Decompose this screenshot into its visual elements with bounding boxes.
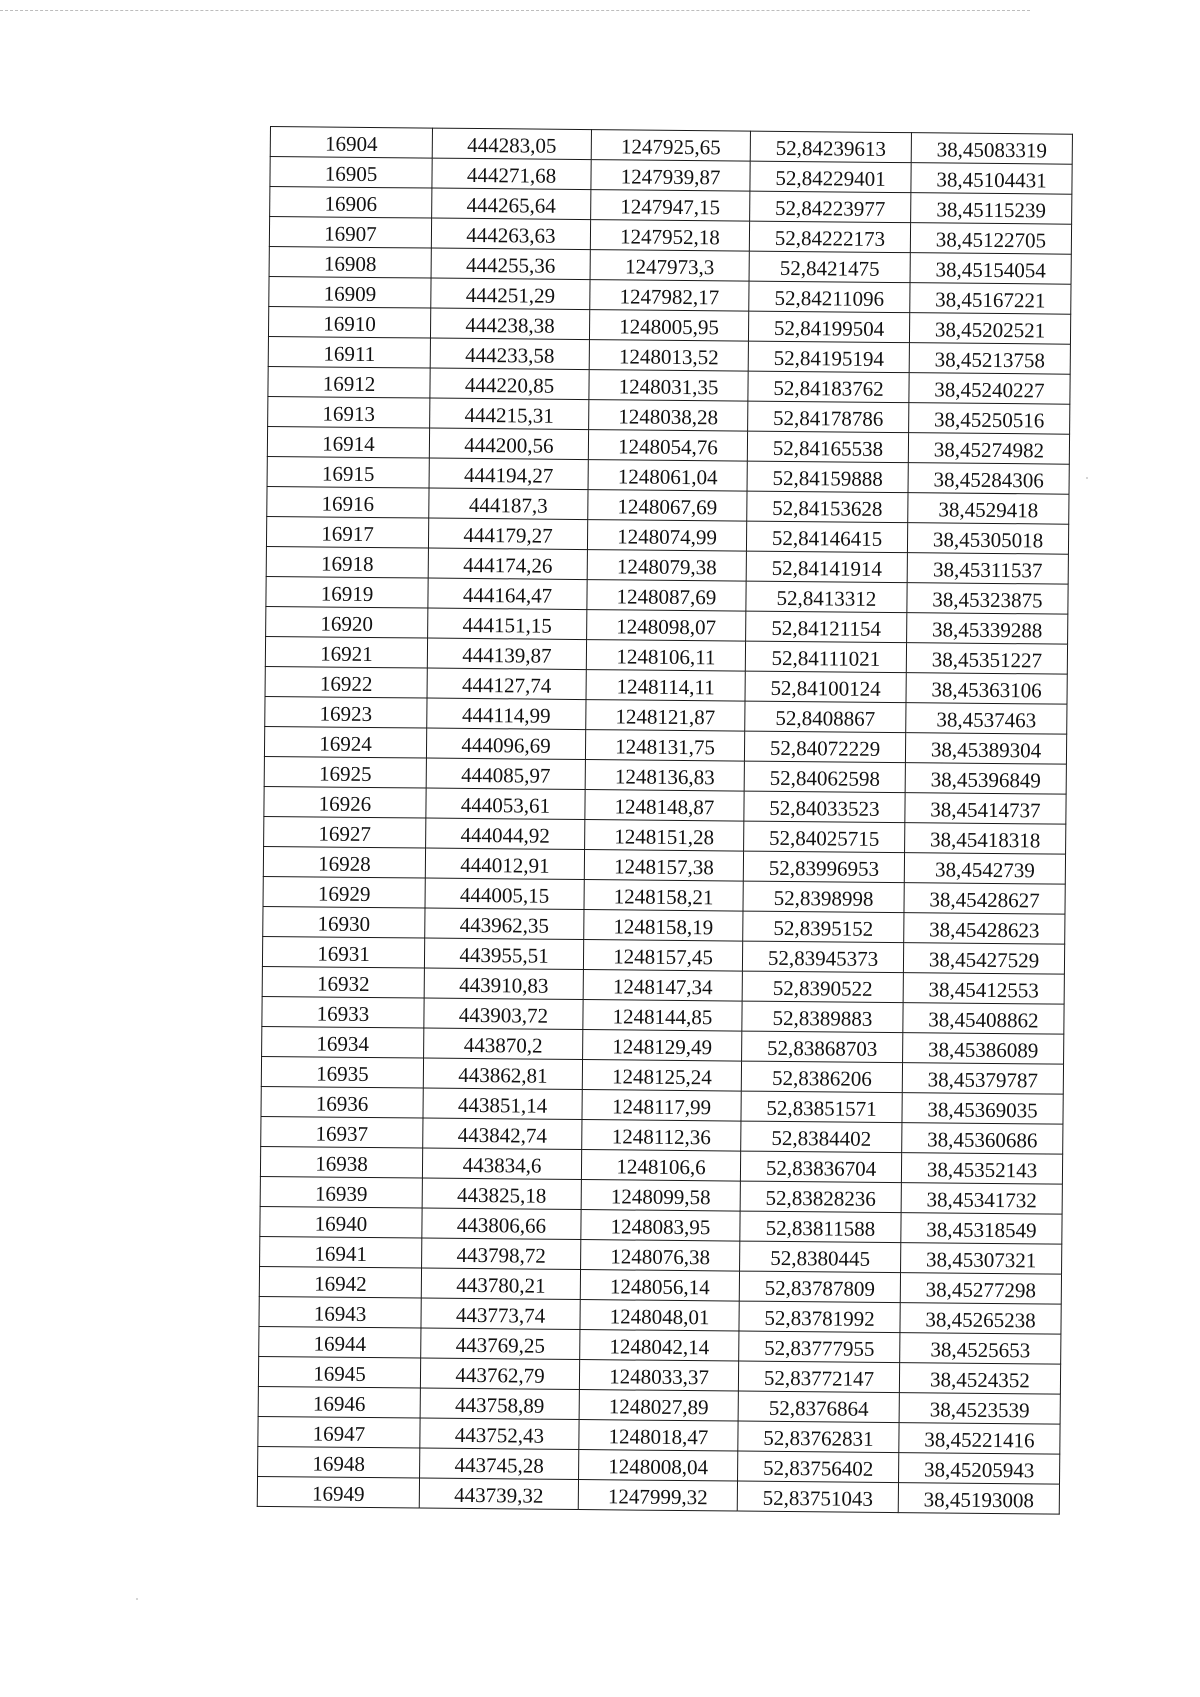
point-number-cell: 16922 [265, 666, 427, 698]
point-number-cell: 16911 [268, 336, 430, 368]
y-coordinate-cell: 1248151,28 [585, 820, 744, 852]
longitude-cell: 38,45213758 [909, 343, 1070, 375]
longitude-cell: 38,45167221 [910, 283, 1071, 315]
latitude-cell: 52,8384402 [741, 1121, 902, 1153]
scan-artifact-dot [136, 1598, 138, 1600]
latitude-cell: 52,84111021 [745, 641, 906, 673]
x-coordinate-cell: 443851,14 [423, 1088, 582, 1120]
x-coordinate-cell: 443903,72 [424, 998, 583, 1030]
y-coordinate-cell: 1248056,14 [580, 1270, 739, 1302]
y-coordinate-cell: 1248157,45 [583, 940, 742, 972]
x-coordinate-cell: 443758,89 [420, 1388, 579, 1420]
y-coordinate-cell: 1247973,3 [590, 250, 749, 282]
x-coordinate-cell: 444139,87 [427, 638, 586, 670]
x-coordinate-cell: 444215,31 [430, 398, 589, 430]
point-number-cell: 16946 [258, 1386, 420, 1418]
point-number-cell: 16948 [258, 1446, 420, 1478]
longitude-cell: 38,45221416 [899, 1423, 1060, 1455]
latitude-cell: 52,84165538 [747, 431, 908, 463]
longitude-cell: 38,45277298 [900, 1273, 1061, 1305]
scan-artifact-top-line [0, 10, 1030, 11]
longitude-cell: 38,4524352 [899, 1363, 1060, 1395]
x-coordinate-cell: 444220,85 [430, 368, 589, 400]
y-coordinate-cell: 1248013,52 [589, 340, 748, 372]
latitude-cell: 52,84222173 [749, 221, 910, 253]
latitude-cell: 52,83762831 [738, 1421, 899, 1453]
latitude-cell: 52,84146415 [746, 521, 907, 553]
point-number-cell: 16932 [262, 966, 424, 998]
longitude-cell: 38,45154054 [910, 253, 1071, 285]
longitude-cell: 38,4542739 [904, 853, 1065, 885]
x-coordinate-cell: 443762,79 [420, 1358, 579, 1390]
x-coordinate-cell: 444265,64 [432, 188, 591, 220]
x-coordinate-cell: 444164,47 [428, 578, 587, 610]
longitude-cell: 38,45274982 [908, 433, 1069, 465]
x-coordinate-cell: 444127,74 [427, 668, 586, 700]
latitude-cell: 52,83945373 [742, 941, 903, 973]
longitude-cell: 38,4523539 [899, 1393, 1060, 1425]
point-number-cell: 16943 [259, 1296, 421, 1328]
point-number-cell: 16944 [259, 1326, 421, 1358]
coordinates-table-body [257, 127, 1072, 1515]
point-number-cell: 16939 [260, 1176, 422, 1208]
y-coordinate-cell: 1248083,95 [581, 1210, 740, 1242]
x-coordinate-cell: 443870,2 [424, 1028, 583, 1060]
x-coordinate-cell: 444238,38 [430, 308, 589, 340]
x-coordinate-cell: 443752,43 [420, 1418, 579, 1450]
x-coordinate-cell: 444151,15 [428, 608, 587, 640]
y-coordinate-cell: 1248157,38 [584, 850, 743, 882]
x-coordinate-cell: 444085,97 [426, 758, 585, 790]
x-coordinate-cell: 443806,66 [422, 1208, 581, 1240]
point-number-cell: 16934 [262, 1026, 424, 1058]
latitude-cell: 52,84025715 [744, 821, 905, 853]
point-number-cell: 16936 [261, 1086, 423, 1118]
latitude-cell: 52,8380445 [740, 1241, 901, 1273]
y-coordinate-cell: 1247939,87 [591, 160, 750, 192]
point-number-cell: 16938 [260, 1146, 422, 1178]
point-number-cell: 16929 [263, 876, 425, 908]
x-coordinate-cell: 444053,61 [426, 788, 585, 820]
longitude-cell: 38,45265238 [900, 1303, 1061, 1335]
latitude-cell: 52,84159888 [747, 461, 908, 493]
longitude-cell: 38,45202521 [909, 313, 1070, 345]
point-number-cell: 16921 [265, 636, 427, 668]
point-number-cell: 16915 [267, 456, 429, 488]
latitude-cell: 52,83828236 [740, 1181, 901, 1213]
latitude-cell: 52,84121154 [746, 611, 907, 643]
x-coordinate-cell: 444174,26 [428, 548, 587, 580]
longitude-cell: 38,45389304 [905, 733, 1066, 765]
point-number-cell: 16935 [261, 1056, 423, 1088]
longitude-cell: 38,45379787 [902, 1063, 1063, 1095]
latitude-cell: 52,8413312 [746, 581, 907, 613]
latitude-cell: 52,83811588 [740, 1211, 901, 1243]
x-coordinate-cell: 443955,51 [424, 938, 583, 970]
latitude-cell: 52,8390522 [742, 971, 903, 1003]
latitude-cell: 52,84211096 [749, 281, 910, 313]
y-coordinate-cell: 1248038,28 [589, 400, 748, 432]
point-number-cell: 16914 [267, 426, 429, 458]
point-number-cell: 16923 [265, 696, 427, 728]
y-coordinate-cell: 1248079,38 [587, 550, 746, 582]
latitude-cell: 52,83777955 [739, 1331, 900, 1363]
y-coordinate-cell: 1248144,85 [583, 1000, 742, 1032]
latitude-cell: 52,8389883 [742, 1001, 903, 1033]
y-coordinate-cell: 1248147,34 [583, 970, 742, 1002]
longitude-cell: 38,45428623 [904, 913, 1065, 945]
latitude-cell: 52,84199504 [748, 311, 909, 343]
x-coordinate-cell: 444012,91 [425, 848, 584, 880]
y-coordinate-cell: 1248061,04 [588, 460, 747, 492]
longitude-cell: 38,45418318 [905, 823, 1066, 855]
longitude-cell: 38,45323875 [907, 583, 1068, 615]
y-coordinate-cell: 1248099,58 [581, 1180, 740, 1212]
point-number-cell: 16905 [270, 157, 432, 189]
point-number-cell: 16913 [268, 396, 430, 428]
latitude-cell: 52,84100124 [745, 671, 906, 703]
y-coordinate-cell: 1248129,49 [583, 1030, 742, 1062]
y-coordinate-cell: 1248005,95 [589, 310, 748, 342]
point-number-cell: 16928 [263, 846, 425, 878]
x-coordinate-cell: 444255,36 [431, 248, 590, 280]
scan-artifact-dot [1086, 477, 1088, 479]
x-coordinate-cell: 444187,3 [429, 488, 588, 520]
longitude-cell: 38,45408862 [903, 1003, 1064, 1035]
latitude-cell: 52,83781992 [739, 1301, 900, 1333]
point-number-cell: 16907 [269, 217, 431, 249]
y-coordinate-cell: 1248048,01 [580, 1300, 739, 1332]
x-coordinate-cell: 443834,6 [422, 1148, 581, 1180]
longitude-cell: 38,45414737 [905, 793, 1066, 825]
longitude-cell: 38,45193008 [898, 1483, 1059, 1515]
point-number-cell: 16909 [269, 276, 431, 308]
y-coordinate-cell: 1248136,83 [585, 760, 744, 792]
point-number-cell: 16919 [266, 576, 428, 608]
y-coordinate-cell: 1248131,75 [585, 730, 744, 762]
y-coordinate-cell: 1248106,6 [581, 1150, 740, 1182]
longitude-cell: 38,45339288 [907, 613, 1068, 645]
longitude-cell: 38,4525653 [900, 1333, 1061, 1365]
latitude-cell: 52,84141914 [746, 551, 907, 583]
y-coordinate-cell: 1248114,11 [586, 670, 745, 702]
longitude-cell: 38,45307321 [901, 1243, 1062, 1275]
latitude-cell: 52,8376864 [738, 1391, 899, 1423]
y-coordinate-cell: 1248031,35 [589, 370, 748, 402]
latitude-cell: 52,83851571 [741, 1091, 902, 1123]
y-coordinate-cell: 1248042,14 [580, 1330, 739, 1362]
point-number-cell: 16918 [266, 546, 428, 578]
x-coordinate-cell: 443773,74 [421, 1298, 580, 1330]
latitude-cell: 52,8386206 [741, 1061, 902, 1093]
latitude-cell: 52,83836704 [740, 1151, 901, 1183]
y-coordinate-cell: 1248098,07 [587, 610, 746, 642]
point-number-cell: 16904 [270, 127, 432, 159]
latitude-cell: 52,84178786 [748, 401, 909, 433]
x-coordinate-cell: 443739,32 [419, 1478, 578, 1510]
longitude-cell: 38,45284306 [908, 463, 1069, 495]
point-number-cell: 16930 [263, 906, 425, 938]
latitude-cell: 52,84223977 [750, 191, 911, 223]
point-number-cell: 16949 [257, 1476, 419, 1508]
x-coordinate-cell: 443825,18 [422, 1178, 581, 1210]
latitude-cell: 52,8421475 [749, 251, 910, 283]
x-coordinate-cell: 444096,69 [426, 728, 585, 760]
point-number-cell: 16942 [259, 1266, 421, 1298]
y-coordinate-cell: 1247999,32 [578, 1480, 737, 1512]
x-coordinate-cell: 444114,99 [427, 698, 586, 730]
y-coordinate-cell: 1247925,65 [591, 130, 750, 162]
y-coordinate-cell: 1248076,38 [581, 1240, 740, 1272]
x-coordinate-cell: 444044,92 [426, 818, 585, 850]
x-coordinate-cell: 443798,72 [422, 1238, 581, 1270]
latitude-cell: 52,83756402 [738, 1451, 899, 1483]
longitude-cell: 38,45386089 [903, 1033, 1064, 1065]
longitude-cell: 38,4537463 [906, 703, 1067, 735]
y-coordinate-cell: 1248125,24 [582, 1060, 741, 1092]
y-coordinate-cell: 1248067,69 [588, 490, 747, 522]
longitude-cell: 38,45122705 [910, 223, 1071, 255]
point-number-cell: 16906 [270, 187, 432, 219]
y-coordinate-cell: 1248018,47 [579, 1420, 738, 1452]
x-coordinate-cell: 444263,63 [431, 218, 590, 250]
y-coordinate-cell: 1248112,36 [582, 1120, 741, 1152]
latitude-cell: 52,84072229 [744, 731, 905, 763]
x-coordinate-cell: 443862,81 [423, 1058, 582, 1090]
y-coordinate-cell: 1248158,21 [584, 880, 743, 912]
point-number-cell: 16933 [262, 996, 424, 1028]
latitude-cell: 52,8395152 [743, 911, 904, 943]
longitude-cell: 38,45250516 [909, 403, 1070, 435]
x-coordinate-cell: 444179,27 [428, 518, 587, 550]
x-coordinate-cell: 443962,35 [425, 908, 584, 940]
x-coordinate-cell: 443910,83 [424, 968, 583, 1000]
longitude-cell: 38,45428627 [904, 883, 1065, 915]
point-number-cell: 16912 [268, 366, 430, 398]
point-number-cell: 16917 [266, 516, 428, 548]
latitude-cell: 52,84195194 [748, 341, 909, 373]
point-number-cell: 16920 [266, 606, 428, 638]
latitude-cell: 52,83772147 [738, 1361, 899, 1393]
y-coordinate-cell: 1248027,89 [579, 1390, 738, 1422]
y-coordinate-cell: 1247952,18 [590, 220, 749, 252]
point-number-cell: 16908 [269, 246, 431, 278]
y-coordinate-cell: 1247947,15 [591, 190, 750, 222]
latitude-cell: 52,84183762 [748, 371, 909, 403]
longitude-cell: 38,45360686 [902, 1123, 1063, 1155]
latitude-cell: 52,84229401 [750, 161, 911, 193]
longitude-cell: 38,45104431 [911, 163, 1072, 195]
point-number-cell: 16910 [268, 306, 430, 338]
x-coordinate-cell: 444283,05 [432, 128, 591, 160]
longitude-cell: 38,45352143 [901, 1153, 1062, 1185]
latitude-cell: 52,83996953 [743, 851, 904, 883]
longitude-cell: 38,45305018 [907, 523, 1068, 555]
x-coordinate-cell: 444194,27 [429, 458, 588, 490]
longitude-cell: 38,45351227 [906, 643, 1067, 675]
point-number-cell: 16924 [264, 726, 426, 758]
point-number-cell: 16937 [261, 1116, 423, 1148]
point-number-cell: 16931 [262, 936, 424, 968]
point-number-cell: 16947 [258, 1416, 420, 1448]
latitude-cell: 52,84153628 [747, 491, 908, 523]
x-coordinate-cell: 444005,15 [425, 878, 584, 910]
x-coordinate-cell: 444251,29 [431, 278, 590, 310]
latitude-cell: 52,83787809 [739, 1271, 900, 1303]
longitude-cell: 38,45311537 [907, 553, 1068, 585]
point-number-cell: 16927 [264, 816, 426, 848]
longitude-cell: 38,45412553 [903, 973, 1064, 1005]
y-coordinate-cell: 1248054,76 [588, 430, 747, 462]
point-number-cell: 16925 [264, 756, 426, 788]
latitude-cell: 52,83868703 [742, 1031, 903, 1063]
x-coordinate-cell: 443780,21 [421, 1268, 580, 1300]
longitude-cell: 38,45240227 [909, 373, 1070, 405]
point-number-cell: 16940 [260, 1206, 422, 1238]
y-coordinate-cell: 1248158,19 [584, 910, 743, 942]
x-coordinate-cell: 443745,28 [420, 1448, 579, 1480]
latitude-cell: 52,84033523 [744, 791, 905, 823]
x-coordinate-cell: 443842,74 [423, 1118, 582, 1150]
longitude-cell: 38,45396849 [905, 763, 1066, 795]
point-number-cell: 16941 [260, 1236, 422, 1268]
longitude-cell: 38,4529418 [908, 493, 1069, 525]
y-coordinate-cell: 1248074,99 [587, 520, 746, 552]
y-coordinate-cell: 1248087,69 [587, 580, 746, 612]
longitude-cell: 38,45427529 [903, 943, 1064, 975]
longitude-cell: 38,45341732 [901, 1183, 1062, 1215]
latitude-cell: 52,8398998 [743, 881, 904, 913]
point-number-cell: 16945 [258, 1356, 420, 1388]
latitude-cell: 52,8408867 [745, 701, 906, 733]
latitude-cell: 52,83751043 [737, 1481, 898, 1513]
x-coordinate-cell: 444200,56 [429, 428, 588, 460]
longitude-cell: 38,45115239 [911, 193, 1072, 225]
y-coordinate-cell: 1248106,11 [586, 640, 745, 672]
point-number-cell: 16926 [264, 786, 426, 818]
x-coordinate-cell: 443769,25 [421, 1328, 580, 1360]
y-coordinate-cell: 1248008,04 [579, 1450, 738, 1482]
y-coordinate-cell: 1248148,87 [585, 790, 744, 822]
longitude-cell: 38,45363106 [906, 673, 1067, 705]
y-coordinate-cell: 1248121,87 [586, 700, 745, 732]
y-coordinate-cell: 1248033,37 [579, 1360, 738, 1392]
latitude-cell: 52,84239613 [750, 131, 911, 163]
x-coordinate-cell: 444233,58 [430, 338, 589, 370]
longitude-cell: 38,45205943 [899, 1453, 1060, 1485]
y-coordinate-cell: 1247982,17 [590, 280, 749, 312]
longitude-cell: 38,45083319 [911, 133, 1072, 165]
longitude-cell: 38,45369035 [902, 1093, 1063, 1125]
y-coordinate-cell: 1248117,99 [582, 1090, 741, 1122]
x-coordinate-cell: 444271,68 [432, 158, 591, 190]
coordinates-table [257, 126, 1073, 1515]
point-number-cell: 16916 [267, 486, 429, 518]
longitude-cell: 38,45318549 [901, 1213, 1062, 1245]
latitude-cell: 52,84062598 [744, 761, 905, 793]
